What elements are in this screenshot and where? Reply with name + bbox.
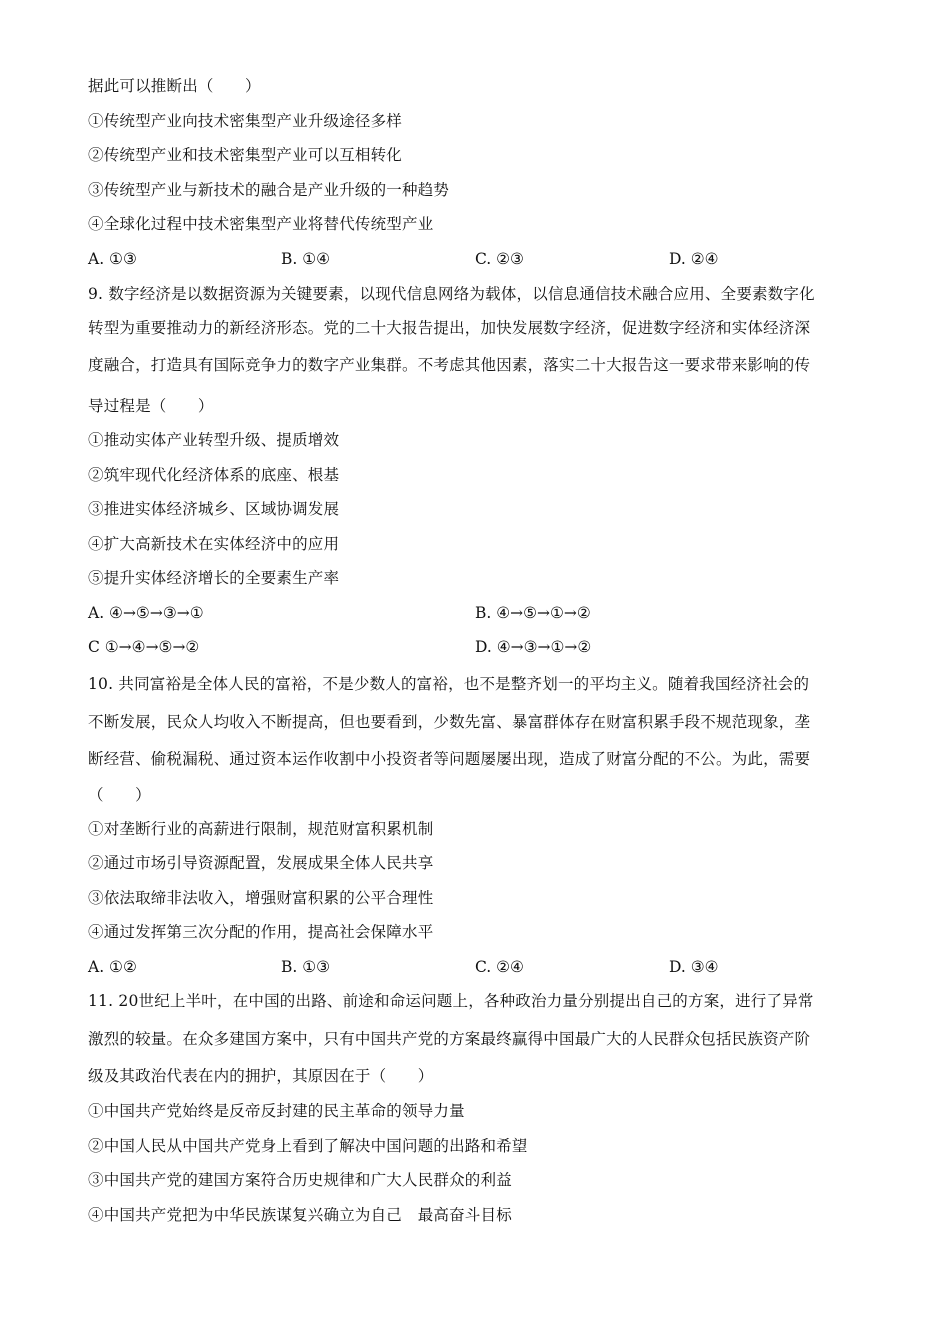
q9-option-c: C ①→④→⑤→② (88, 638, 200, 656)
q10-option-c: C. ②④ (475, 958, 524, 976)
q8-item-4: ④全球化过程中技术密集型产业将替代传统型产业 (88, 215, 434, 233)
q10-stem-line-1: 10. 共同富裕是全体人民的富裕，不是少数人的富裕，也不是整齐划一的平均主义。随着我国经济社会的 (88, 675, 810, 693)
q9-stem-line-2: 转型为重要推动力的新经济形态。党的二十大报告提出，加快发展数字经济，促进数字经济和实体经济深 (88, 319, 811, 337)
q8-item-2: ②传统型产业和技术密集型产业可以互相转化 (88, 146, 403, 164)
q11-stem-line-1: 11. 20世纪上半叶，在中国的出路、前途和命运问题上，各种政治力量分别提出自己的方案，进行了异常 (88, 992, 814, 1010)
q8-item-3: ③传统型产业与新技术的融合是产业升级的一种趋势 (88, 181, 450, 199)
q10-item-1: ①对垄断行业的高薪进行限制，规范财富积累机制 (88, 820, 434, 838)
q11-stem-line-3: 级及其政治代表在内的拥护，其原因在于（ ） (88, 1067, 434, 1085)
q9-stem-line-3: 度融合，打造具有国际竞争力的数字产业集群。不考虑其他因素，落实二十大报告这一要求带来影响的传 (88, 356, 811, 374)
q9-item-5: ⑤提升实体经济增长的全要素生产率 (88, 569, 340, 587)
q9-stem-line-1: 9. 数字经济是以数据资源为关键要素，以现代信息网络为载体，以信息通信技术融合应用、全要素数字化 (88, 285, 815, 303)
q11-item-4: ④中国共产党把为中华民族谋复兴确立为自己 最高奋斗目标 (88, 1206, 512, 1224)
q10-stem-line-3: 断经营、偷税漏税、通过资本运作收割中小投资者等问题屡屡出现，造成了财富分配的不公。为此，需要 (88, 750, 811, 768)
q11-item-2: ②中国人民从中国共产党身上看到了解决中国问题的出路和希望 (88, 1137, 528, 1155)
q10-stem-line-2: 不断发展，民众人均收入不断提高，但也要看到，少数先富、暴富群体存在财富积累手段不规范现象，垄 (88, 713, 811, 731)
q10-item-3: ③依法取缔非法收入，增强财富积累的公平合理性 (88, 889, 434, 907)
q9-item-3: ③推进实体经济城乡、区域协调发展 (88, 500, 340, 518)
q10-option-b: B. ①③ (281, 958, 331, 976)
q8-item-1: ①传统型产业向技术密集型产业升级途径多样 (88, 112, 403, 130)
q8-option-d: D. ②④ (669, 250, 719, 268)
q9-item-4: ④扩大高新技术在实体经济中的应用 (88, 535, 340, 553)
q9-option-d: D. ④→③→①→② (475, 638, 592, 656)
q8-option-b: B. ①④ (281, 250, 331, 268)
q8-option-a: A. ①③ (88, 250, 137, 268)
q10-option-a: A. ①② (88, 958, 137, 976)
q10-option-d: D. ③④ (669, 958, 719, 976)
q9-stem-line-4: 导过程是（ ） (88, 397, 214, 415)
q11-item-1: ①中国共产党始终是反帝反封建的民主革命的领导力量 (88, 1102, 465, 1120)
q9-option-b: B. ④→⑤→①→② (475, 604, 591, 622)
q8-option-c: C. ②③ (475, 250, 524, 268)
q9-item-2: ②筑牢现代化经济体系的底座、根基 (88, 466, 340, 484)
q11-item-3: ③中国共产党的建国方案符合历史规律和广大人民群众的利益 (88, 1171, 512, 1189)
q10-item-4: ④通过发挥第三次分配的作用，提高社会保障水平 (88, 923, 434, 941)
q9-option-a: A. ④→⑤→③→① (88, 604, 204, 622)
q9-item-1: ①推动实体产业转型升级、提质增效 (88, 431, 340, 449)
q8-stem: 据此可以推断出（ ） (88, 77, 261, 95)
q10-stem-line-4: （ ） (88, 786, 151, 804)
q10-item-2: ②通过市场引导资源配置，发展成果全体人民共享 (88, 854, 434, 872)
q11-stem-line-2: 激烈的较量。在众多建国方案中，只有中国共产党的方案最终赢得中国最广大的人民群众包括民族资产阶 (88, 1030, 811, 1048)
